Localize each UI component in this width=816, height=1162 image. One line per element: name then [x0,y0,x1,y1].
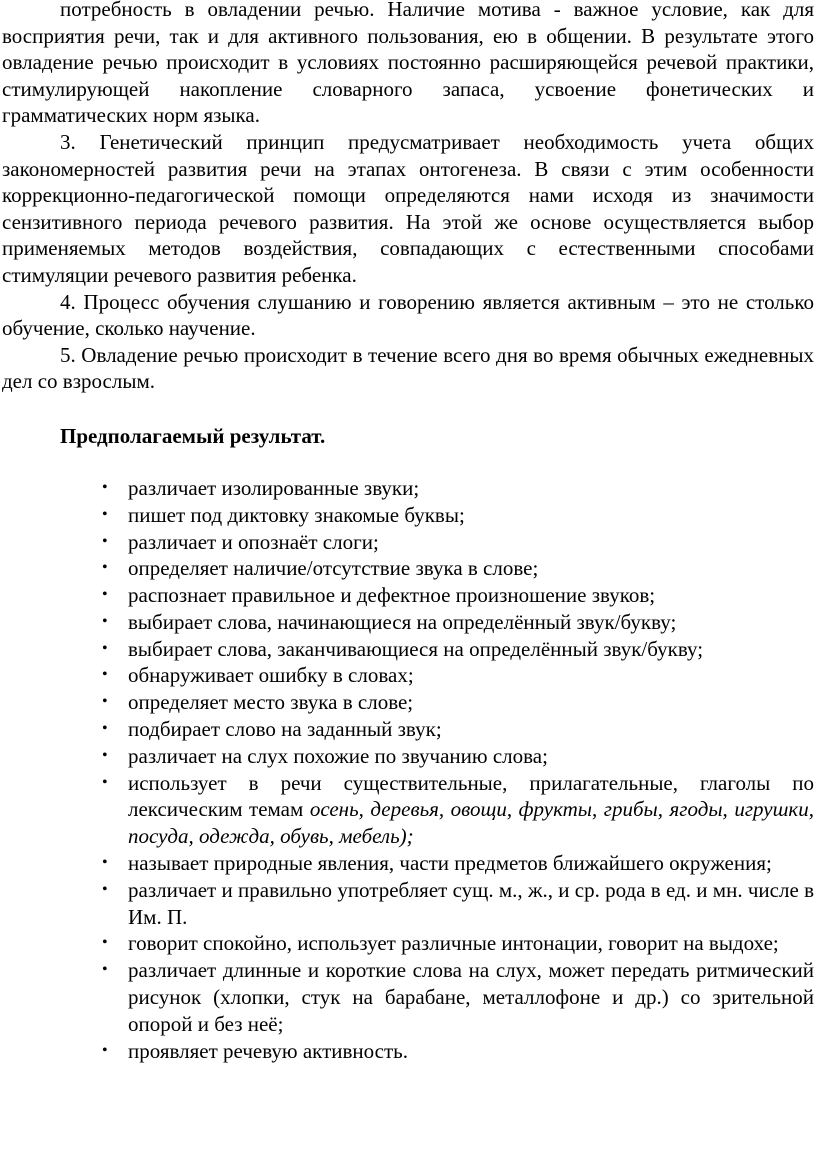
bullet-icon: • [102,559,108,577]
bullet-icon: • [102,639,108,657]
list-item: • говорит спокойно, использует различные интонации, говорит на выдохе; [102,931,779,956]
list-item: • пишет под диктовку знакомые буквы; [102,502,465,527]
lexical-topics: осень, деревья, овощи, фрукты, грибы, ягоды, игрушки, посуда, одежда, обувь, мебель); [128,797,814,849]
list-item: • называет природные явления, части предметов ближайшего окружения; [102,851,772,876]
bullet-icon: • [102,854,108,872]
bullet-icon: • [102,505,108,523]
paragraph-daily-mastery: 5. Овладение речью происходит в течение всего дня во время обычных ежедневных дел со взрослым. [2,342,814,394]
list-item: • различает длинные и короткие слова на слух, может передать ритмический рисунок (хлопки, стук на барабане, металлофоне и др.) со зрительной опорой и без неё; [102,958,814,1036]
list-item: • определяет место звука в слове; [102,690,414,715]
bullet-icon: • [102,720,108,738]
list-item: • проявляет речевую активность. [102,1038,409,1063]
bullet-icon: • [102,612,108,630]
list-item: • различает изолированные звуки; [102,475,420,500]
bullet-icon: • [102,880,108,898]
list-item: • обнаруживает ошибку в словах; [102,663,414,688]
bullet-icon: • [102,1041,108,1059]
list-item: • подбирает слово на заданный звук; [102,717,442,742]
paragraph-learning-process: 4. Процесс обучения слушанию и говорению является активным – это не столько обучение, сколько научение. [2,289,814,341]
bullet-icon: • [102,961,108,979]
bullet-icon: • [102,478,108,496]
list-item: • определяет наличие/отсутствие звука в слове; [102,556,539,581]
list-item: • выбирает слова, начинающиеся на определённый звук/букву; [102,609,677,634]
bullet-icon: • [102,773,108,791]
section-heading-expected-result: Предполагаемый результат. [60,423,326,448]
bullet-icon: • [102,693,108,711]
list-item: • различает на слух похожие по звучанию слова; [102,743,548,768]
list-item: • различает и опознаёт слоги; [102,529,379,554]
bullet-icon: • [102,666,108,684]
bullet-icon: • [102,532,108,550]
list-item: • различает и правильно употребляет сущ. м., ж., и ср. рода в ед. и мн. числе в Им. П. [102,877,814,929]
expected-results-list [0,475,816,1065]
bullet-icon: • [102,746,108,764]
list-item: • выбирает слова, заканчивающиеся на определённый звук/букву; [102,636,704,661]
bullet-icon: • [102,934,108,952]
paragraph-motivation: потребность в овладении речью. Наличие мотива - важное условие, как для восприятия речи, так и для активного пользования, ею в общении. В результате этого овладение речью происходит в условиях постоянно расширяющейся речевой практики, стимулирующей накопление словарного запаса, усвоение фонетических и грамматических норм языка. [2,0,814,128]
bullet-icon: • [102,586,108,604]
list-item: • распознает правильное и дефектное произношение звуков; [102,583,656,608]
list-item-lexical-topics: • использует в речи существительные, прилагательные, глаголы по лексическим темам осень, деревья, овощи, фрукты, грибы, ягоды, игрушки, посуда, одежда, обувь, мебель); [102,770,814,849]
paragraph-genetic-principle: 3. Генетический принцип предусматривает необходимость учета общих закономерностей развития речи на этапах онтогенеза. В связи с этим особенности коррекционно-педагогической помощи определяются нами исходя из значимости сензитивного периода речевого развития. На этой же основе осуществляется выбор применяемых методов воздействия, совпадающих с естественными способами стимуляции речевого развития ребенка. [2,129,814,287]
